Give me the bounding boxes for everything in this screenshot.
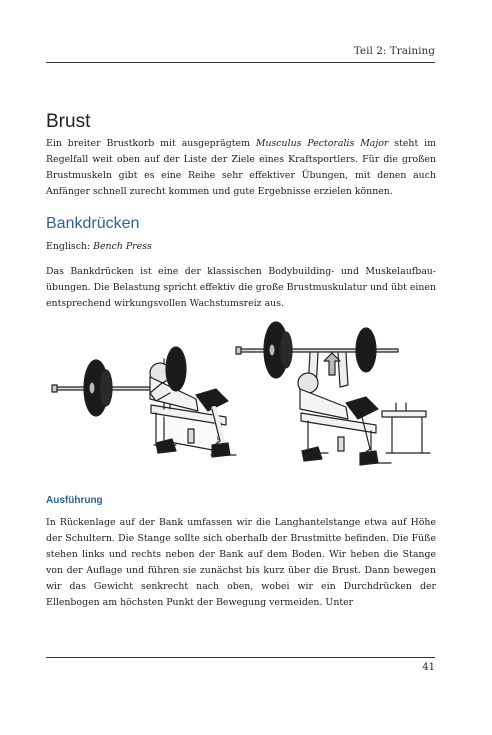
- intro-text-start: Ein breiter Brustkorb mit ausgeprägtem: [46, 138, 256, 149]
- bench-press-top-position: [236, 322, 430, 465]
- section-heading-brust: Brust: [46, 111, 91, 132]
- intro-italic-term: Musculus Pectoralis Major: [255, 138, 389, 149]
- execution-heading: Ausführung: [46, 495, 103, 506]
- brust-intro-paragraph: [46, 136, 436, 200]
- exercise-heading: Bankdrücken: [46, 215, 140, 232]
- exercise-description: Das Bankdrücken ist eine der klassischen Bodybuilding- und Muskelaufbau-übungen. Die Belastung spricht effektiv die große Brustmuskulatur und übt einen entsprechend wirkungsvollen Wachstumsreiz aus.: [46, 266, 436, 309]
- header-divider: [46, 62, 435, 63]
- page-number: 41: [422, 662, 435, 673]
- english-label: Englisch:: [46, 241, 94, 252]
- bench-press-start-position: [52, 347, 236, 457]
- bench-press-illustration: [46, 313, 436, 475]
- footer-divider: [46, 657, 435, 658]
- english-name-line: [46, 241, 152, 252]
- running-header: Teil 2: Training: [353, 45, 435, 57]
- execution-paragraph: In Rückenlage auf der Bank umfassen wir die Langhantelstange etwa auf Höhe der Schultern. Die Stange sollte sich oberhalb der Brustmitte befinden. Die Füße stehen links und rechts neben der Bank auf dem Boden. Wir heben die Stange von der Auflage und führen sie zunächst bis kurz über die Brust. Dann bewegen wir das Gewicht senkrecht nach oben, wobei wir ein Durchdrücken der Ellenbogen am höchsten Punkt der Bewegung vermeiden. Unter: [46, 517, 436, 608]
- english-exercise-name: Bench Press: [93, 241, 152, 252]
- intro-text-end: steht im Regelfall weit oben auf der Liste der Ziele eines Kraftsportlers. Für die großen Brustmuskeln gibt es eine Reihe sehr effektiver Übungen, mit denen auch Anfänger schnell zurecht kommen und gute Ergebnisse erzielen können.: [46, 138, 437, 197]
